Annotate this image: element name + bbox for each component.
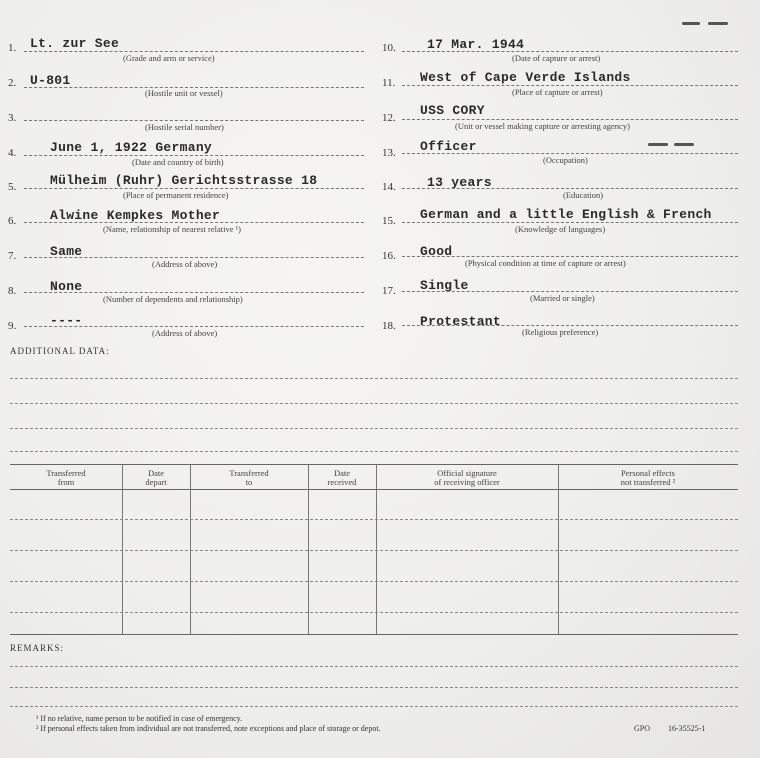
field-number: 17.: [382, 285, 396, 297]
table-header-date-received: Date received: [327, 468, 357, 487]
field-caption: (Date and country of birth): [132, 157, 224, 167]
field-value-dependents: None: [50, 279, 83, 294]
field-caption: (Hostile unit or vessel): [145, 88, 223, 98]
field-caption: (Religious preference): [522, 327, 599, 337]
field-number: 6.: [8, 215, 17, 227]
field-value-capture-place: West of Cape Verde Islands: [420, 70, 631, 85]
field-value-condition: Good: [420, 244, 453, 259]
ink-mark: [648, 143, 668, 146]
footnote-2: ² If personal effects taken from individual are not transferred, note exceptions and place of storage or depot.: [36, 724, 381, 733]
field-number: 11.: [382, 77, 396, 89]
field-caption: (Name, relationship of nearest relative ¹): [103, 224, 242, 234]
ink-mark: [674, 143, 694, 146]
form-code: 16-35525-1: [668, 724, 706, 733]
field-value-capture-date: 17 Mar. 1944: [427, 37, 525, 52]
field-value-grade: Lt. zur See: [30, 36, 120, 51]
field-number: 13.: [382, 147, 396, 159]
field-caption: (Place of capture or arrest): [512, 87, 603, 97]
field-caption: (Hostile serial number): [145, 122, 224, 132]
ink-mark: [682, 22, 700, 25]
field-caption: (Occupation): [543, 155, 588, 165]
field-value-languages: German and a little English & French: [420, 207, 712, 222]
field-value-marital: Single: [420, 278, 469, 293]
field-number: 16.: [382, 250, 396, 262]
field-value-address: Same: [50, 244, 83, 259]
field-number: 3.: [8, 112, 17, 124]
field-number: 2.: [8, 77, 17, 89]
field-value-birth: June 1, 1922 Germany: [50, 140, 213, 155]
field-value-capturing-unit: USS CORY: [420, 103, 485, 118]
field-number: 12.: [382, 112, 396, 124]
field-caption: (Date of capture or arrest): [512, 53, 601, 63]
field-number: 1.: [8, 42, 17, 54]
field-caption: (Unit or vessel making capture or arresting agency): [455, 121, 630, 131]
field-value-occupation: Officer: [420, 139, 477, 154]
ink-mark: [708, 22, 728, 25]
field-caption: (Married or single): [530, 293, 595, 303]
field-number: 7.: [8, 250, 17, 262]
field-number: 5.: [8, 181, 17, 193]
field-number: 10.: [382, 42, 396, 54]
table-header-signature: Official signature of receiving officer: [434, 468, 500, 487]
field-caption: (Knowledge of languages): [515, 224, 606, 234]
field-number: 4.: [8, 147, 17, 159]
field-value-dependent-address: ----: [50, 313, 83, 328]
footnote-1: ¹ If no relative, name person to be notified in case of emergency.: [36, 714, 243, 723]
remarks-label: REMARKS:: [10, 643, 65, 653]
table-header-date-depart: Date depart: [145, 468, 167, 487]
field-caption: (Address of above): [152, 328, 218, 338]
field-caption: (Number of dependents and relationship): [103, 294, 243, 304]
additional-data-label: ADDITIONAL DATA:: [10, 346, 110, 356]
table-header-personal-effects: Personal effects not transferred ²: [620, 468, 676, 487]
field-caption: (Education): [563, 190, 604, 200]
field-number: 15.: [382, 215, 396, 227]
gpo-mark: GPO: [634, 724, 651, 733]
table-header-transferred-from: Transferred from: [46, 468, 86, 487]
field-caption: (Physical condition at time of capture or arrest): [465, 258, 626, 268]
field-value-education: 13 years: [427, 175, 492, 190]
field-value-unit: U-801: [30, 73, 71, 88]
table-header-transferred-to: Transferred to: [229, 468, 269, 487]
field-number: 14.: [382, 181, 396, 193]
field-number: 8.: [8, 285, 17, 297]
field-value-residence: Mülheim (Ruhr) Gerichtsstrasse 18: [50, 173, 318, 188]
field-caption: (Place of permanent residence): [123, 190, 229, 200]
field-value-religion: Protestant: [420, 314, 502, 329]
field-number: 18.: [382, 320, 396, 332]
field-caption: (Address of above): [152, 259, 218, 269]
field-caption: (Grade and arm or service): [123, 53, 215, 63]
field-number: 9.: [8, 320, 17, 332]
field-value-relative: Alwine Kempkes Mother: [50, 208, 221, 223]
